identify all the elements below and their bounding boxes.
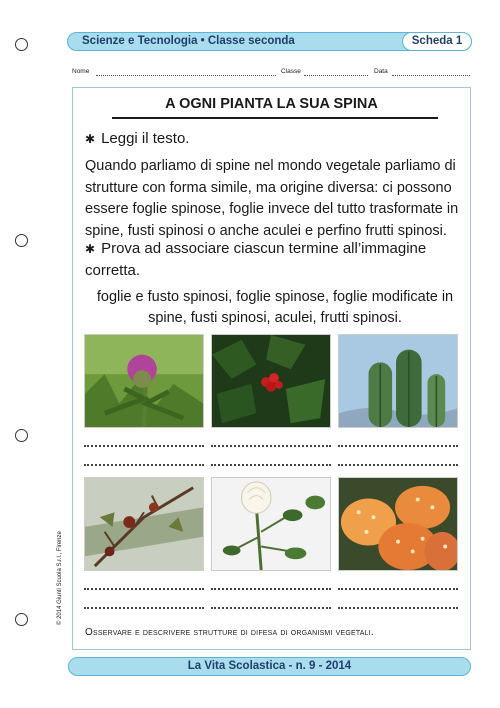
cactus-photo xyxy=(338,334,458,428)
rose-photo xyxy=(211,477,331,571)
date-label: Data xyxy=(374,68,388,75)
paragraph-line: Quando parliamo di spine nel mondo vegetale parliamo di xyxy=(85,158,456,174)
instruction-match-line: Prova ad associare ciascun termine all’immagine xyxy=(101,240,427,257)
answer-line[interactable] xyxy=(84,437,204,447)
star-icon: ✱ xyxy=(85,242,96,256)
learning-objective: Osservare e descrivere strutture di difesa di organismi vegetali. xyxy=(85,627,374,638)
intro-paragraph xyxy=(85,156,465,242)
word-list xyxy=(80,287,470,329)
word-list-line: foglie e fusto spinosi, foglie spinose, foglie modificate in xyxy=(96,289,454,305)
title-underline xyxy=(112,117,438,119)
name-field[interactable] xyxy=(96,75,276,76)
prickly-pear-photo xyxy=(338,477,458,571)
instruction-match-line: corretta. xyxy=(85,262,141,279)
thistle-photo xyxy=(84,334,204,428)
answer-line[interactable] xyxy=(338,599,458,609)
header-title: Scienze e Tecnologia • Classe seconda xyxy=(82,35,295,47)
binder-hole-1 xyxy=(15,38,28,51)
paragraph-line: strutture con forma simile, ma origine diversa: ci possono xyxy=(85,179,452,196)
instruction-read xyxy=(85,128,189,150)
worksheet-tab-label: Scheda 1 xyxy=(411,35,463,47)
class-label: Classe xyxy=(281,68,301,75)
answer-line[interactable] xyxy=(84,599,204,609)
name-label: Nome xyxy=(72,68,90,75)
star-icon: ✱ xyxy=(85,132,96,146)
header-bar xyxy=(67,32,472,51)
barberry-photo xyxy=(84,477,204,571)
holly-photo xyxy=(211,334,331,428)
date-field[interactable] xyxy=(392,75,470,76)
binder-hole-2 xyxy=(15,234,28,247)
instruction-match xyxy=(85,238,465,281)
answer-line[interactable] xyxy=(211,599,331,609)
student-fields xyxy=(72,68,472,80)
paragraph-line: essere foglie spinose, foglie invece del tutto trasformate in xyxy=(85,201,459,217)
answer-line[interactable] xyxy=(338,437,458,447)
answer-line[interactable] xyxy=(84,456,204,466)
instruction-read-text: Leggi il testo. xyxy=(101,130,190,147)
worksheet-title: A OGNI PIANTA LA SUA SPINA xyxy=(165,96,378,112)
answer-line[interactable] xyxy=(338,580,458,590)
binder-hole-4 xyxy=(15,613,28,626)
answer-line[interactable] xyxy=(211,580,331,590)
binder-hole-3 xyxy=(15,429,28,442)
copyright-notice: © 2014 Giunti Scuola S.r.l., Firenze xyxy=(57,531,63,625)
footer-text: La Vita Scolastica - n. 9 - 2014 xyxy=(187,660,352,672)
word-list-line: spine, fusti spinosi, aculei, frutti spinosi. xyxy=(148,310,402,326)
class-field[interactable] xyxy=(304,75,368,76)
answer-line[interactable] xyxy=(211,456,331,466)
worksheet-tab xyxy=(402,32,472,51)
answer-line[interactable] xyxy=(211,437,331,447)
answer-line[interactable] xyxy=(338,456,458,466)
paragraph-line: spine, fusti spinosi o anche aculei e perfino frutti spinosi. xyxy=(85,222,447,239)
footer-bar xyxy=(68,657,471,676)
answer-line[interactable] xyxy=(84,580,204,590)
